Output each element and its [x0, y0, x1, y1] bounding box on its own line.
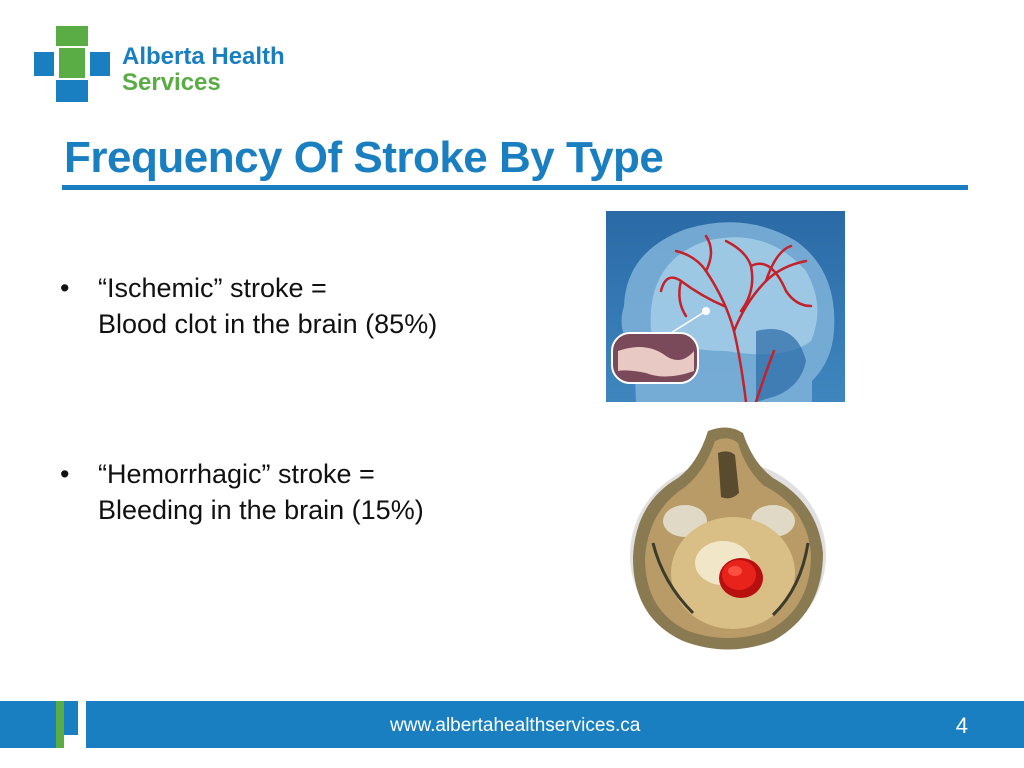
bullet-list — [60, 270, 580, 528]
hemorrhagic-stroke-illustration — [623, 423, 833, 653]
bullet-line-1: “Ischemic” stroke = — [98, 273, 327, 303]
logo-line-1: Alberta Health — [122, 43, 285, 70]
logo-wordmark — [122, 44, 285, 96]
bullet-item-hemorrhagic — [60, 456, 580, 528]
bullet-line-2: Blood clot in the brain (85%) — [98, 309, 438, 339]
ahs-cross-logo-icon — [34, 26, 110, 102]
ischemic-stroke-illustration — [606, 211, 845, 402]
bullet-item-ischemic — [60, 270, 580, 342]
ahs-footer-mark-icon — [52, 701, 92, 748]
bullet-marker: • — [60, 273, 70, 303]
ahs-logo — [34, 26, 294, 102]
slide-title: Frequency Of Stroke By Type — [64, 133, 664, 182]
title-underline — [62, 185, 968, 190]
page-number: 4 — [955, 713, 968, 738]
footer-url: www.albertahealthservices.ca — [390, 715, 641, 736]
bullet-line-2: Bleeding in the brain (15%) — [98, 495, 424, 525]
bullet-line-1: “Hemorrhagic” stroke = — [98, 459, 375, 489]
footer-bottom-strip — [0, 748, 1024, 768]
bullet-marker: • — [60, 459, 70, 489]
logo-line-2: Services — [122, 69, 221, 96]
